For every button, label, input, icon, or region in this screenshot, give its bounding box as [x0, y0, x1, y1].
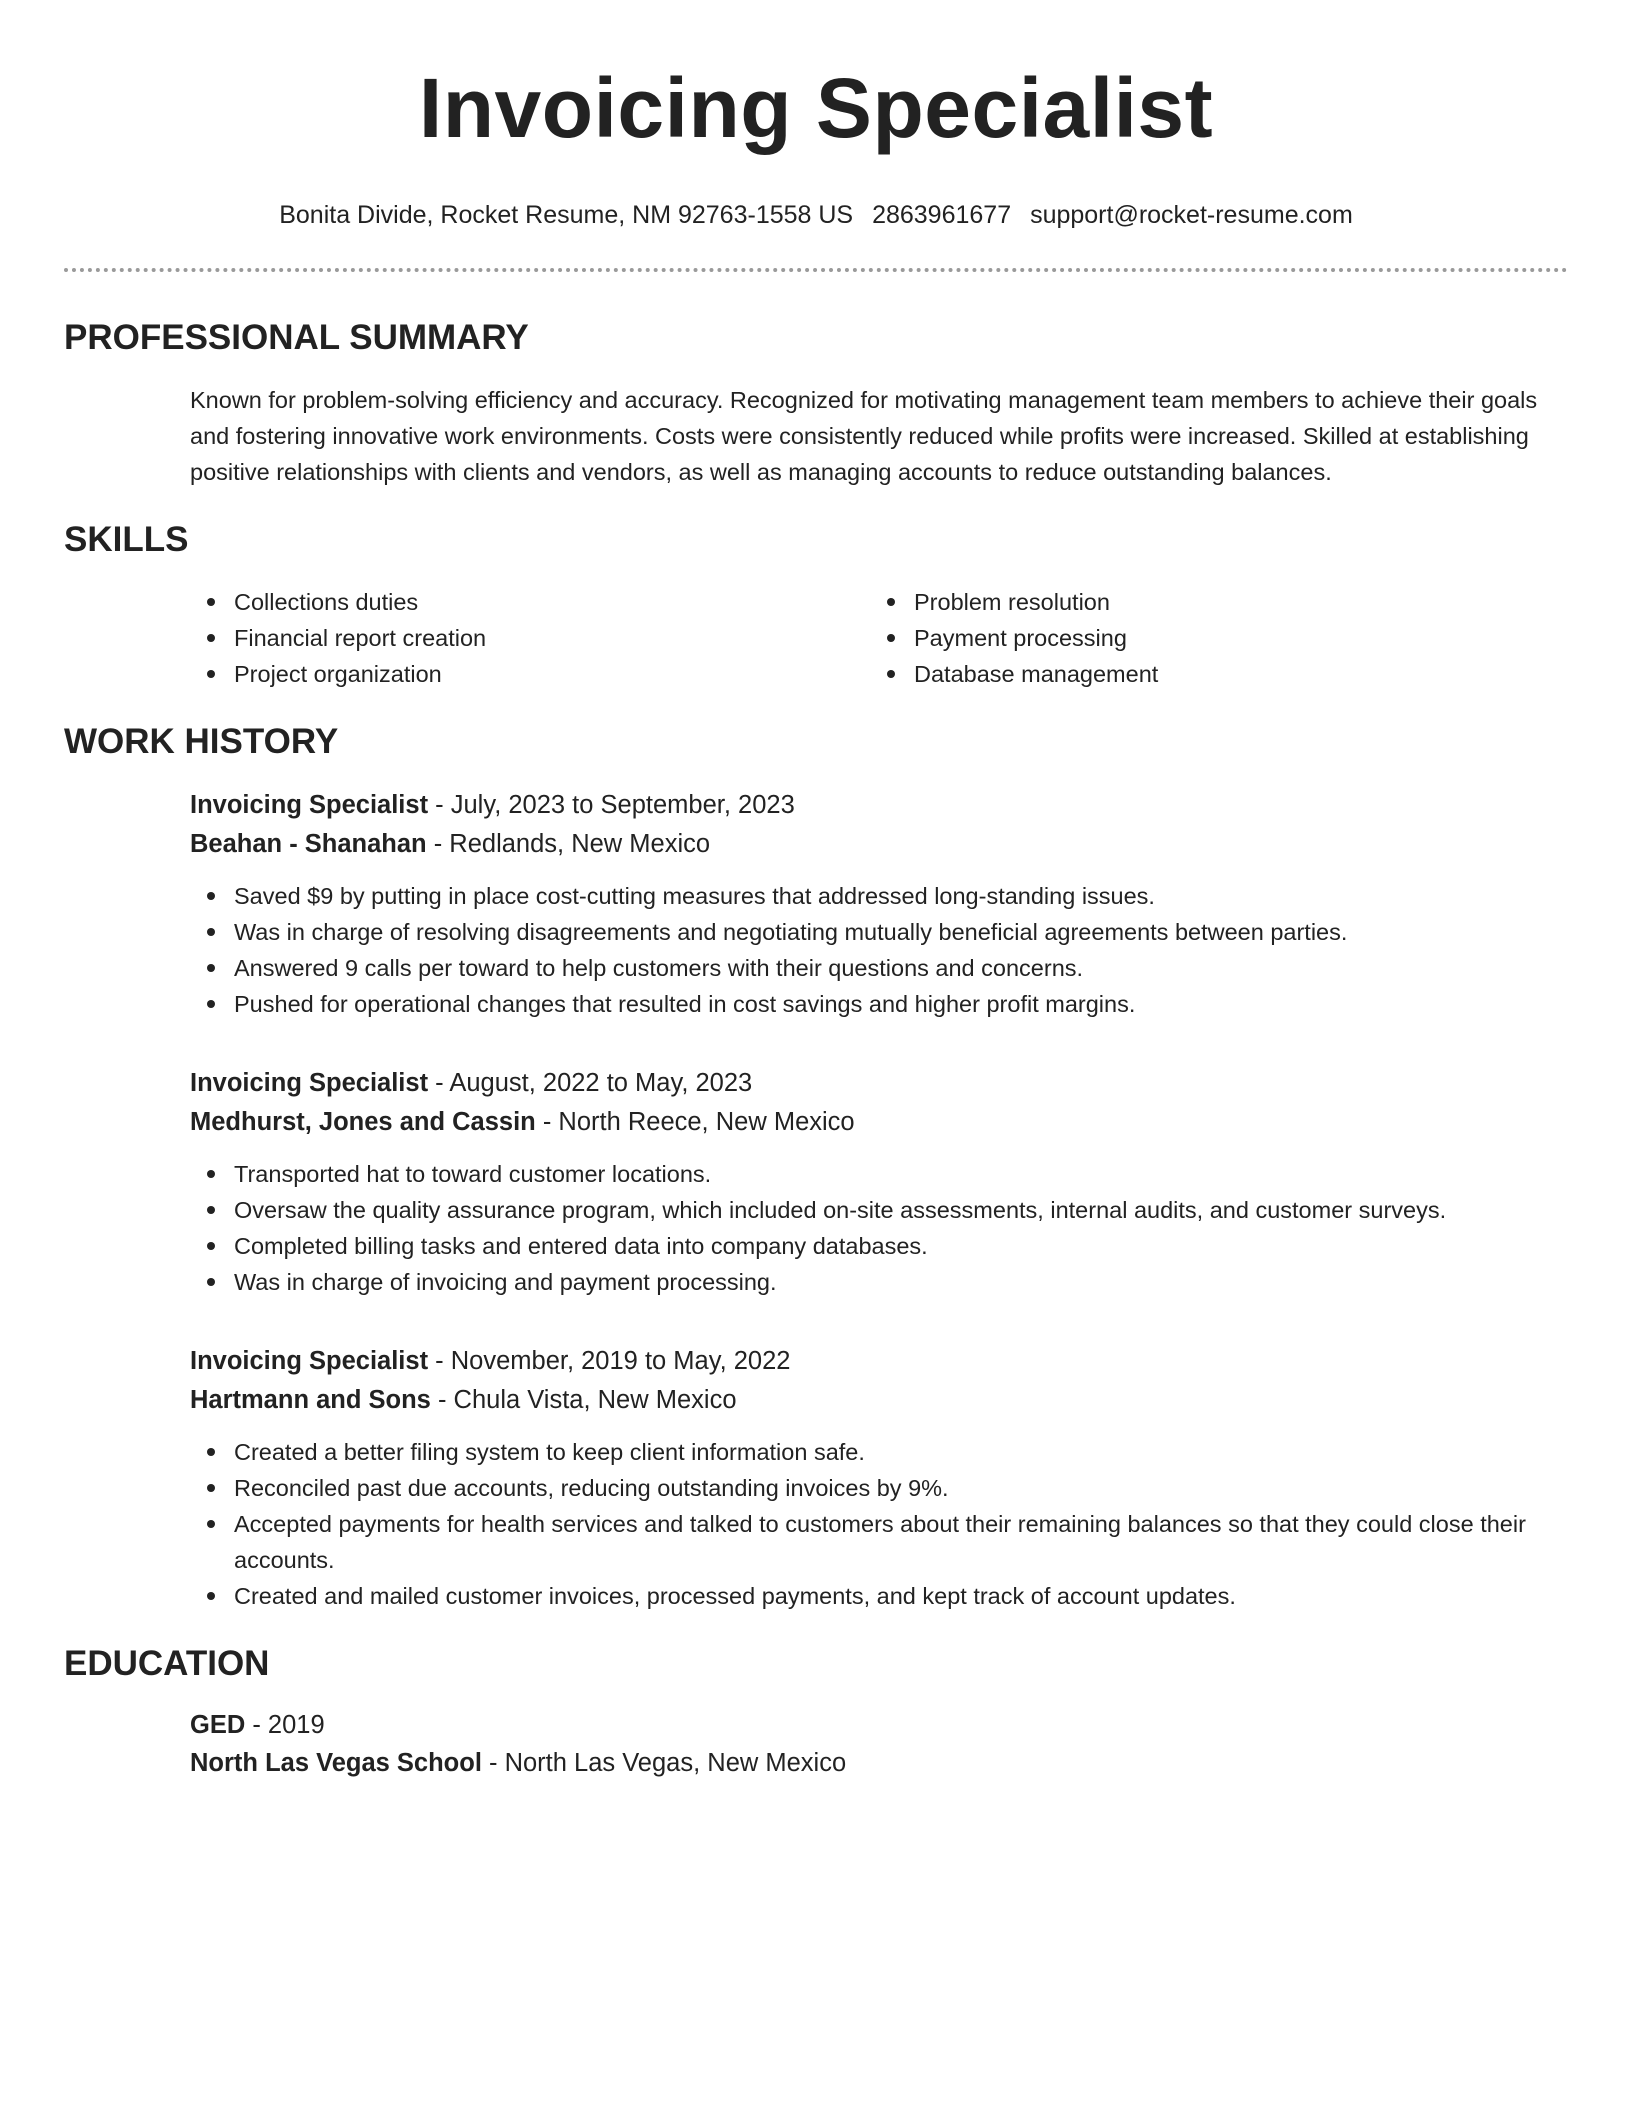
resume-name: Invoicing Specialist: [418, 61, 1214, 155]
job-company: Beahan - Shanahan: [190, 830, 427, 858]
job-company-line: [190, 825, 1568, 864]
education-location: - North Las Vegas, New Mexico: [481, 1749, 847, 1777]
job-location: - North Reece, New Mexico: [535, 1108, 855, 1136]
job-bullet: Created a better filing system to keep client information safe.: [190, 1434, 1568, 1470]
contact-line: [64, 198, 1568, 232]
job-bullet: Oversaw the quality assurance program, which included on-site assessments, internal audits, and customer surveys.: [190, 1192, 1568, 1228]
job-title-line: [190, 1342, 1568, 1381]
skill-item: Problem resolution: [870, 584, 1158, 620]
education-school: North Las Vegas School: [190, 1749, 482, 1777]
job-entry: [190, 1342, 1568, 1614]
job-location: - Chula Vista, New Mexico: [430, 1386, 737, 1414]
skill-item: Payment processing: [870, 620, 1158, 656]
job-location: - Redlands, New Mexico: [426, 830, 711, 858]
section-title-education: EDUCATION: [64, 1644, 270, 1683]
job-entry: [190, 786, 1568, 1022]
education-year: - 2019: [245, 1711, 325, 1739]
header-divider: [64, 268, 1568, 272]
skills-column-2: [870, 584, 1158, 692]
job-title-line: [190, 1064, 1568, 1103]
job-dates: - August, 2022 to May, 2023: [428, 1069, 753, 1097]
job-bullet: Saved $9 by putting in place cost-cutting measures that addressed long-standing issues.: [190, 878, 1568, 914]
job-bullet: Completed billing tasks and entered data into company databases.: [190, 1228, 1568, 1264]
skill-item: Financial report creation: [190, 620, 870, 656]
job-bullet: Answered 9 calls per toward to help customers with their questions and concerns.: [190, 950, 1568, 986]
skill-item: Project organization: [190, 656, 870, 692]
job-bullets: [190, 878, 1568, 1022]
skill-item: Collections duties: [190, 584, 870, 620]
job-role: Invoicing Specialist: [190, 1069, 429, 1097]
skills-list: [190, 584, 1568, 692]
education-entry: [190, 1706, 1568, 1782]
job-role: Invoicing Specialist: [190, 1347, 429, 1375]
job-bullet: Reconciled past due accounts, reducing outstanding invoices by 9%.: [190, 1470, 1568, 1506]
job-dates: - November, 2019 to May, 2022: [428, 1347, 791, 1375]
education-school-line: [190, 1744, 1568, 1782]
job-company-line: [190, 1103, 1568, 1142]
job-bullet: Accepted payments for health services and talked to customers about their remaining balances so that they could close their accounts.: [190, 1506, 1568, 1578]
job-company: Hartmann and Sons: [190, 1386, 431, 1414]
section-title-summary: PROFESSIONAL SUMMARY: [64, 318, 529, 357]
job-dates: - July, 2023 to September, 2023: [428, 791, 795, 819]
contact-phone: 2863961677: [872, 201, 1012, 229]
job-company: Medhurst, Jones and Cassin: [190, 1108, 536, 1136]
job-bullet: Pushed for operational changes that resulted in cost savings and higher profit margins.: [190, 986, 1568, 1022]
job-bullet: Created and mailed customer invoices, processed payments, and kept track of account updates.: [190, 1578, 1568, 1614]
job-bullet: Was in charge of invoicing and payment processing.: [190, 1264, 1568, 1300]
job-bullet: Was in charge of resolving disagreements and negotiating mutually beneficial agreements between parties.: [190, 914, 1568, 950]
job-bullet: Transported hat to toward customer locations.: [190, 1156, 1568, 1192]
section-title-work-history: WORK HISTORY: [64, 722, 339, 761]
contact-email: support@rocket-resume.com: [1030, 201, 1353, 229]
section-title-skills: SKILLS: [64, 520, 189, 559]
job-bullets: [190, 1434, 1568, 1614]
job-role: Invoicing Specialist: [190, 791, 429, 819]
education-degree: GED: [190, 1711, 246, 1739]
job-bullets: [190, 1156, 1568, 1300]
job-title-line: [190, 786, 1568, 825]
job-entry: [190, 1064, 1568, 1300]
skills-column-1: [190, 584, 870, 692]
job-company-line: [190, 1381, 1568, 1420]
education-degree-line: [190, 1706, 1568, 1744]
contact-address: Bonita Divide, Rocket Resume, NM 92763-1558 US: [279, 201, 854, 229]
skill-item: Database management: [870, 656, 1158, 692]
summary-text: Known for problem-solving efficiency and accuracy. Recognized for motivating management team members to achieve their goals and fostering innovative work environments. Costs were consistently reduced while profits were increased. Skilled at establishing positive relationships with clients and vendors, as well as managing accounts to reduce outstanding balances.: [190, 387, 1538, 485]
